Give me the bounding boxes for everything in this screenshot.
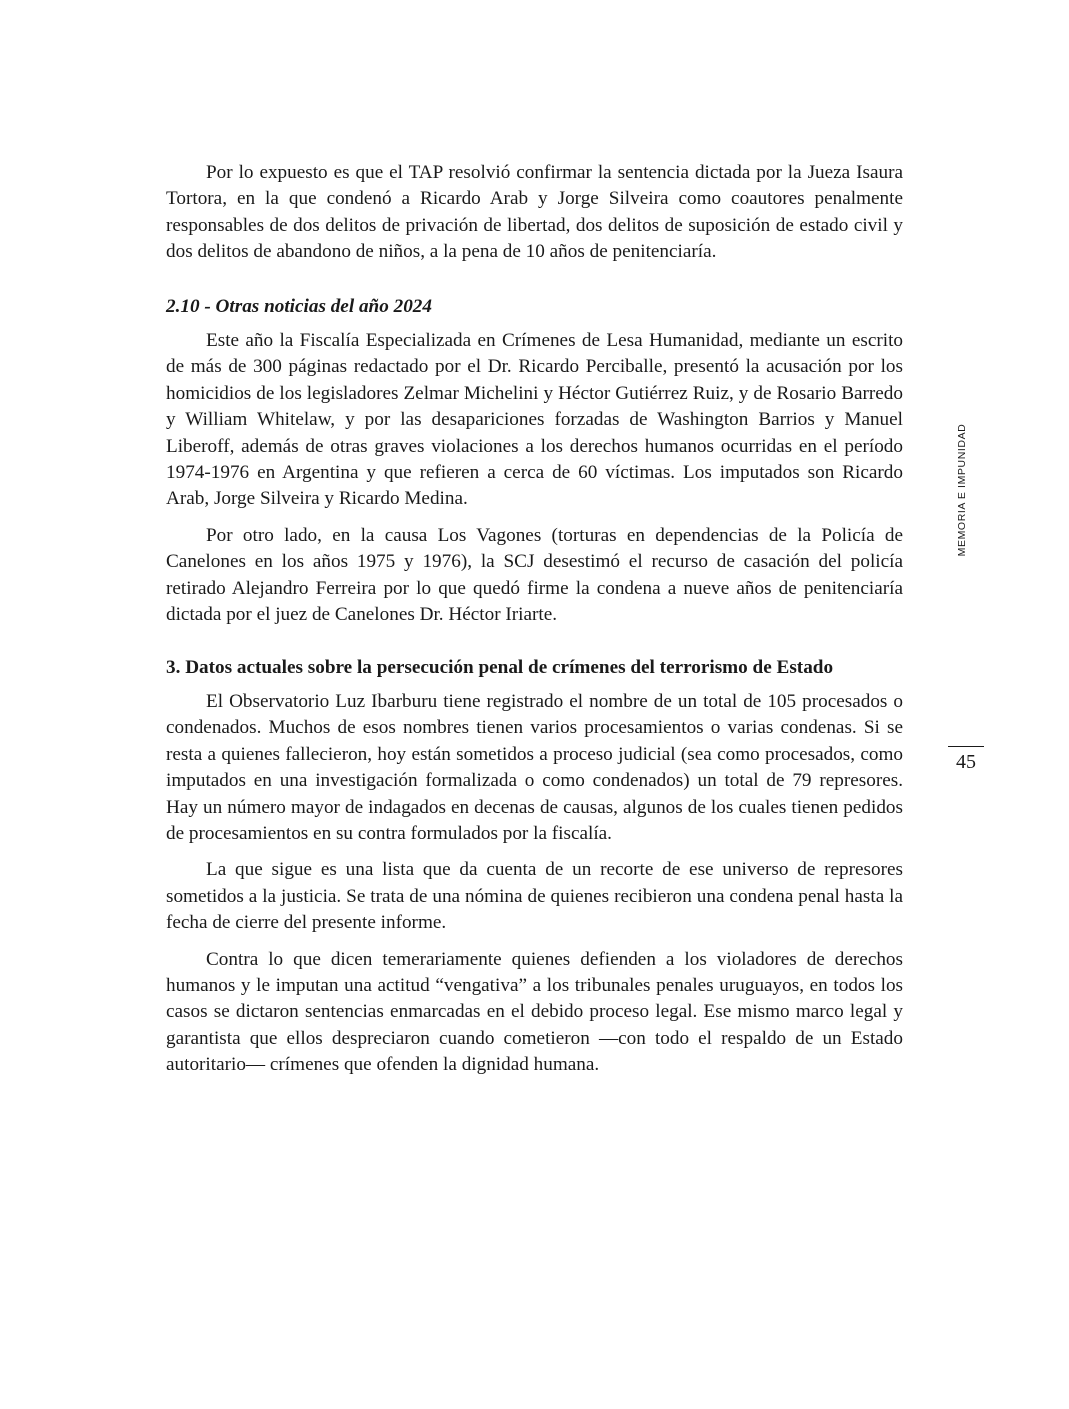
section-paragraph: La que sigue es una lista que da cuenta de un recorte de ese universo de represores sometidos a la justicia. Se trata de una nómina de quienes recibieron una condena penal hasta la fecha de cierre del presente informe. — [166, 859, 903, 934]
section-heading: 3. Datos actuales sobre la persecución penal de crímenes del terrorismo de Estado — [166, 656, 834, 678]
intro-paragraph: Por lo expuesto es que el TAP resolvió confirmar la sentencia dictada por la Jueza Isaura Tortora, en la que condenó a Ricardo Arab y Jorge Silveira como coautores penalmente responsables de dos delitos de privación de libertad, dos delitos de suposición de estado civil y dos delitos de abandono de niños, a la pena de 10 años de penitenciaría. — [166, 162, 903, 263]
section-paragraph: El Observatorio Luz Ibarburu tiene registrado el nombre de un total de 105 procesados o condenados. Muchos de esos nombres tienen varios procesamientos o varias condenas. Si se resta a quienes fallecieron, hoy están sometidos a proceso judicial (sea como procesados, como imputados en una investigación formalizada o como condenados) un total de 79 represores. Hay un número mayor de indagados en decenas de causas, algunos de los cuales tienen pedidos de procesamientos en su contra formulados por la fiscalía. — [166, 690, 903, 844]
page-number: 45 — [956, 751, 976, 773]
running-side-label: MEMORIA E IMPUNIDAD — [956, 423, 968, 557]
subsection-paragraph: Este año la Fiscalía Especializada en Crímenes de Lesa Humanidad, mediante un escrito de más de 300 páginas redactado por el Dr. Ricardo Perciballe, presentó la acusación por los homicidios de los legisladores Zelmar Michelini y Héctor Gutiérrez Ruiz, y de Rosario Barredo y William Whitelaw, y por las desapariciones forzadas de Washington Barrios y Manuel Liberoff, además de otras graves violaciones a los derechos humanos ocurridas en el período 1974-1976 en Argentina y que refieren a cerca de 60 víctimas. Los imputados son Ricardo Arab, Jorge Silveira y Ricardo Medina. — [166, 330, 903, 510]
page-number-rule — [948, 746, 984, 747]
page-body — [166, 160, 903, 1089]
subsection-title: 2.10 - Otras noticias del año 2024 — [166, 295, 432, 317]
subsection-paragraph: Por otro lado, en la causa Los Vagones (torturas en dependencias de la Policía de Canelones en los años 1975 y 1976), la SCJ desestimó el recurso de casación del policía retirado Alejandro Ferreira por lo que quedó firme la condena a nueve años de penitenciaría dictada por el juez de Canelones Dr. Héctor Iriarte. — [166, 524, 903, 626]
section-paragraph: Contra lo que dicen temerariamente quienes defienden a los violadores de derechos humanos y le imputan una actitud “vengativa” a los tribunales penales uruguayos, en todos los casos se dictaron sentencias enmarcadas en el debido proceso legal. Ese mismo marco legal y garantista que ellos despreciaron cuando cometieron —con todo el respaldo de un Estado autoritario— crímenes que ofenden la dignidad humana. — [166, 948, 903, 1076]
